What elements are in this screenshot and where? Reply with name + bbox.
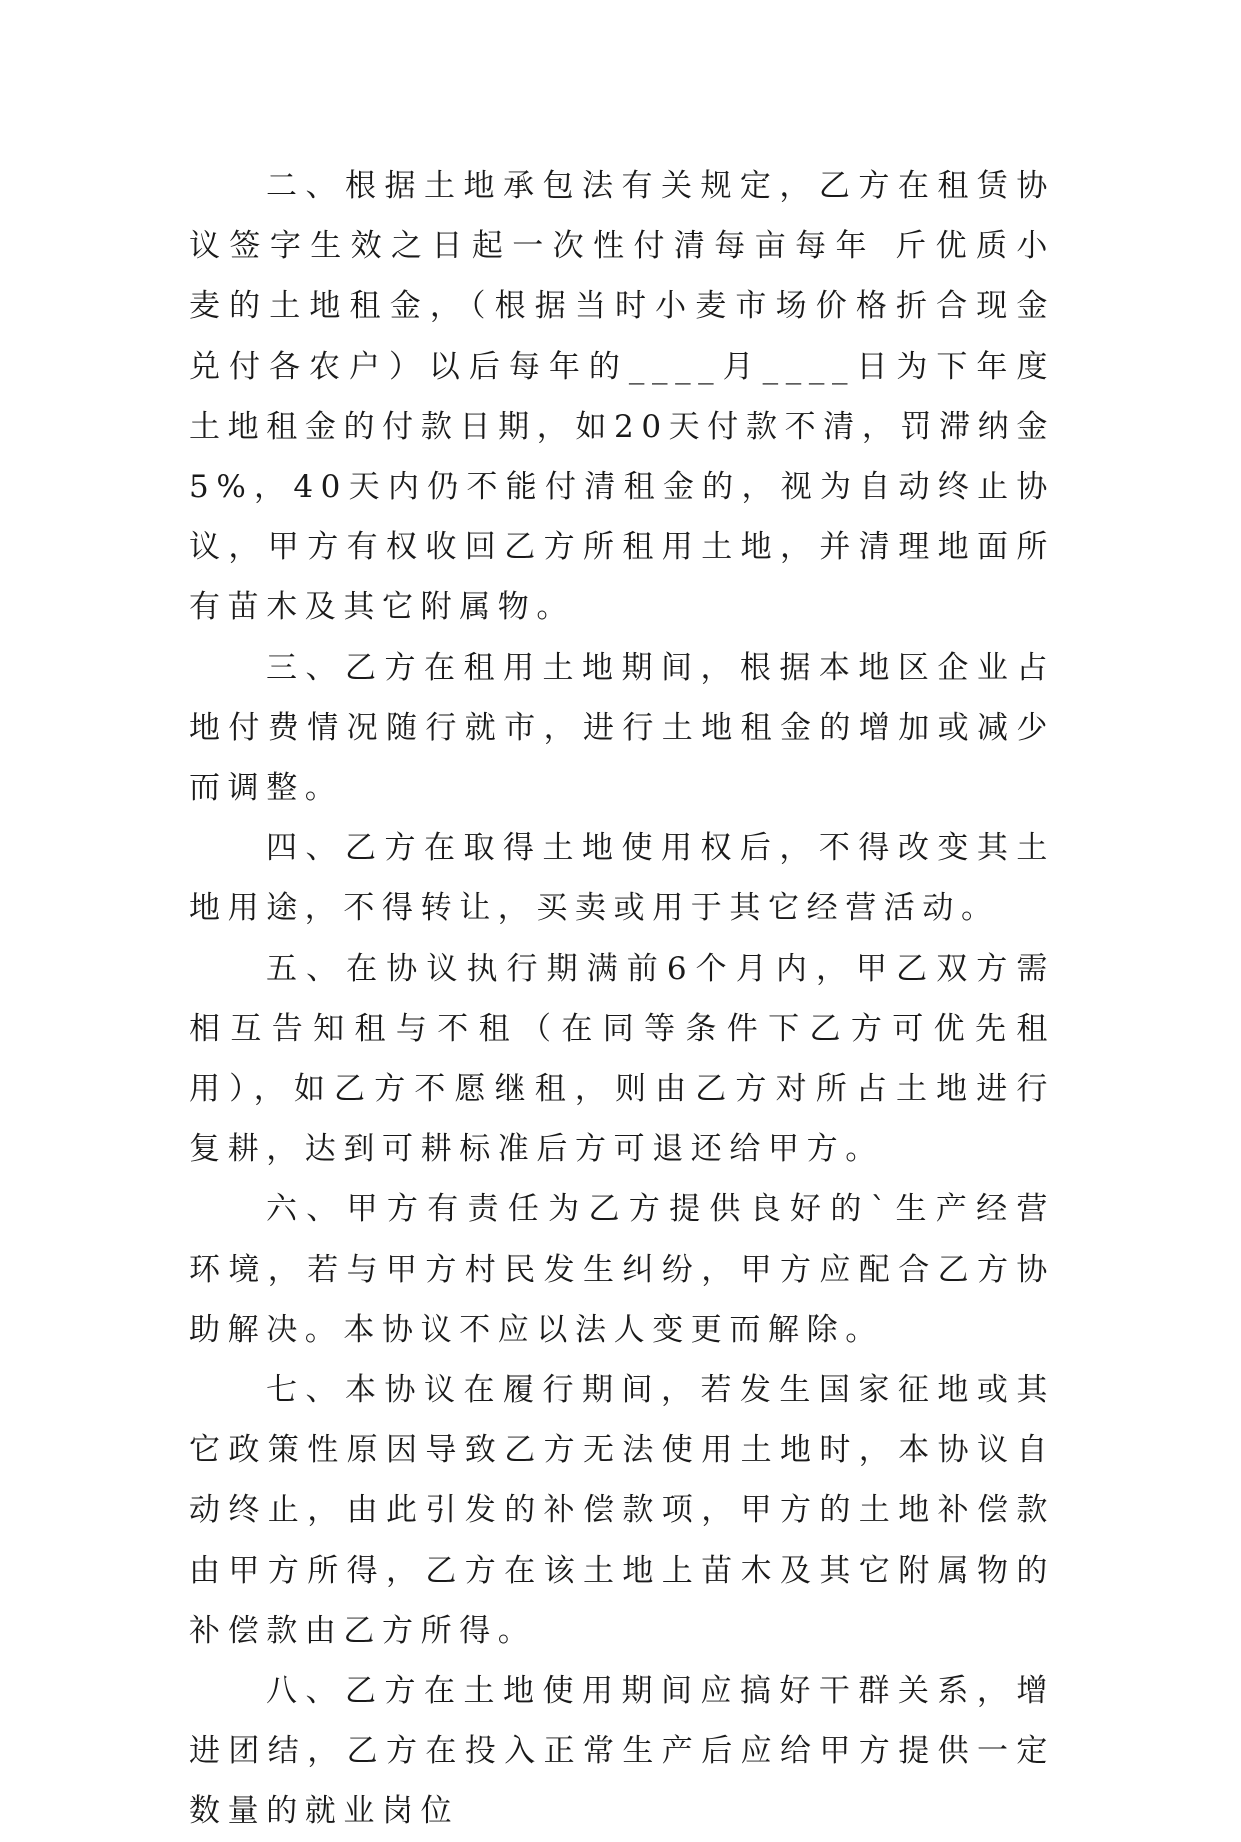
document-body	[189, 156, 1055, 1842]
clause-8-paragraph: 八、乙方在土地使用期间应搞好干群关系，增进团结，乙方在投入正常生产后应给甲方提供一定数量的就业岗位	[189, 1673, 1055, 1830]
clause-7-paragraph: 七、本协议在履行期间，若发生国家征地或其它政策性原因导致乙方无法使用土地时，本协议自动终止，由此引发的补偿款项，甲方的土地补偿款由甲方所得，乙方在该土地上苗木及其它附属物的补偿款由乙方所得。	[189, 1372, 1055, 1649]
clause-3-paragraph: 三、乙方在租用土地期间，根据本地区企业占地付费情况随行就市，进行土地租金的增加或减少而调整。	[189, 649, 1055, 807]
clause-5-paragraph: 五、在协议执行期满前6个月内，甲乙双方需相互告知租与不租（在同等条件下乙方可优先租用），如乙方不愿继租，则由乙方对所占土地进行复耕，达到可耕标准后方可退还给甲方。	[189, 950, 1055, 1168]
clause-4-paragraph: 四、乙方在取得土地使用权后，不得改变其土地用途，不得转让，买卖或用于其它经营活动。	[189, 830, 1055, 927]
clause-6-paragraph: 六、甲方有责任为乙方提供良好的`生产经营环境，若与甲方村民发生纠纷，甲方应配合乙方协助解决。本协议不应以法人变更而解除。	[189, 1191, 1055, 1348]
clause-2-paragraph: 二、根据土地承包法有关规定，乙方在租赁协议签字生效之日起一次性付清每亩每年 斤优质小麦的土地租金，（根据当时小麦市场价格折合现金兑付各农户）以后每年的____月____日为下年度土地租金的付款日期，如20天付款不清，罚滞纳金5%，40天内仍不能付清租金的，视为自动终止协议，甲方有权收回乙方所租用土地，并清理地面所有苗木及其它附属物。	[189, 168, 1055, 626]
